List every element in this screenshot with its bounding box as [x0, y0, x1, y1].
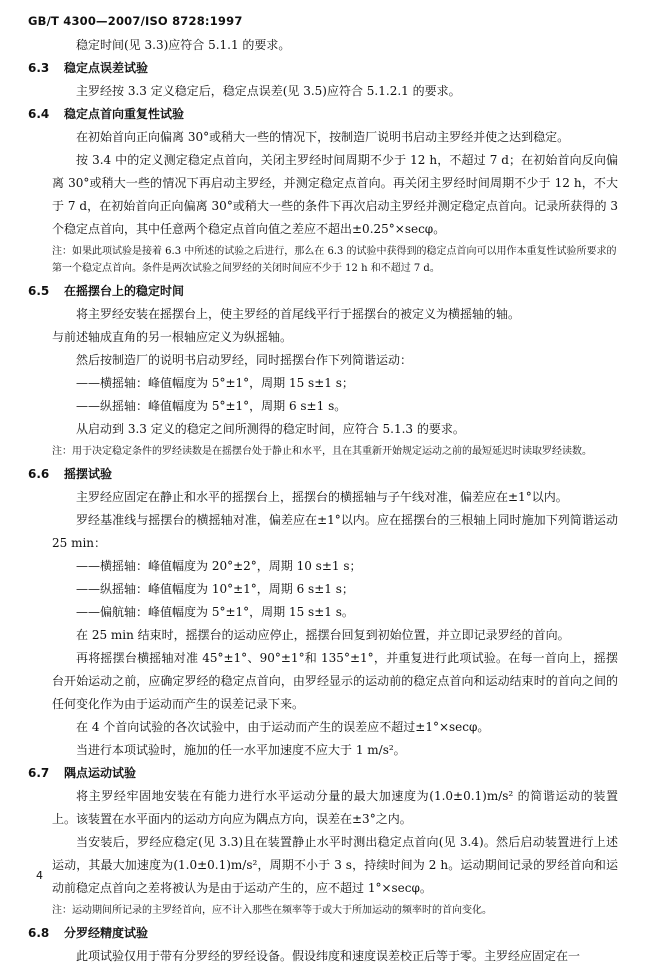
paragraph: 在初始首向正向偏离 30°或稍大一些的情况下，按制造厂说明书启动主罗经并使之达到稳定。	[76, 130, 570, 144]
section-number: 6.4	[28, 107, 50, 121]
section-title: 隅点运动试验	[64, 766, 137, 780]
note-text: 如果此项试验是接着 6.3 中所述的试验之后进行，那么在 6.3 的试验中获得到的稳定点首向可以用作本重复性试验所要求的第一个稳定点首向。条件是两次试验之间罗经的关闭时间应不少于 12 h 和不超过 7 d。	[52, 246, 617, 274]
section-6-6-heading	[28, 463, 618, 486]
section-number: 6.6	[28, 467, 50, 481]
standard-header: GB/T 4300—2007/ISO 8728:1997	[28, 14, 243, 28]
paragraph-top: 稳定时间(见 3.3)应符合 5.1.1 的要求。	[76, 38, 291, 52]
list-item: ——纵摇轴：峰值幅度为 10°±1°，周期 6 s±1 s；	[76, 582, 354, 596]
paragraph: 在 25 min 结束时，摇摆台的运动应停止，摇摆台回复到初始位置，并立即记录罗经的首向。	[76, 628, 570, 642]
list-item: ——偏航轴：峰值幅度为 5°±1°，周期 15 s±1 s。	[76, 605, 354, 619]
note-label: 注：	[52, 446, 72, 457]
note	[52, 902, 618, 919]
paragraph: 主罗经按 3.3 定义稳定后，稳定点误差(见 3.5)应符合 5.1.2.1 的要求。	[76, 84, 461, 98]
paragraph: 从启动到 3.3 定义的稳定之间所测得的稳定时间，应符合 5.1.3 的要求。	[76, 422, 465, 436]
section-title: 在摇摆台上的稳定时间	[64, 284, 185, 298]
page-number: 4	[36, 869, 43, 882]
section-number: 6.7	[28, 766, 50, 780]
paragraph: 与前述轴成直角的另一根轴应定义为纵摇轴。	[52, 330, 293, 344]
paragraph: 主罗经应固定在静止和水平的摇摆台上，摇摆台的横摇轴与子午线对准，偏差应在±1°以内。	[76, 490, 568, 504]
note	[52, 443, 618, 460]
paragraph: 此项试验仅用于带有分罗经的罗经设备。假设纬度和速度误差校正后等于零。主罗经应固定在一	[76, 949, 581, 963]
paragraph: 再将摇摆台横摇轴对准 45°±1°、90°±1°和 135°±1°，并重复进行此项试验。在每一首向上，摇摆台开始运动之前，应确定罗经的稳定点首向，由罗经显示的运动前的稳定点首向和运动结束时的首向之间的任何变化作为由于运动而产生的误差记录下来。	[52, 651, 618, 711]
section-number: 6.3	[28, 61, 50, 75]
section-6-7-heading	[28, 762, 618, 785]
document-body	[28, 34, 618, 968]
section-number: 6.8	[28, 926, 50, 940]
section-title: 分罗经精度试验	[64, 926, 149, 940]
paragraph: 按 3.4 中的定义测定稳定点首向，关闭主罗经时间周期不少于 12 h，不超过 7 d；在初始首向反向偏离 30°或稍大一些的情况下再启动主罗经，并测定稳定点首向。再关闭主罗经时间周期不少于 12 h，不大于 7 d，在初始首向正向偏离 30°或稍大一些的条件下再次启动主罗经并测定稳定点首向。记录所获得的 3 个稳定点首向，其中任意两个稳定点首向值之差应不超出±0.25°×secφ。	[52, 153, 618, 236]
section-title: 摇摆试验	[64, 467, 113, 481]
section-title: 稳定点误差试验	[64, 61, 149, 75]
section-6-5-heading	[28, 280, 618, 303]
list-item: ——纵摇轴：峰值幅度为 5°±1°，周期 6 s±1 s。	[76, 399, 347, 413]
list-item: ——横摇轴：峰值幅度为 20°±2°，周期 10 s±1 s；	[76, 559, 362, 573]
paragraph: 在 4 个首向试验的各次试验中，由于运动而产生的误差应不超过±1°×secφ。	[76, 720, 490, 734]
note	[52, 243, 618, 277]
note-label: 注：	[52, 246, 72, 257]
paragraph: 罗经基准线与摇摆台的横摇轴对准，偏差应在±1°以内。应在摇摆台的三根轴上同时施加下列简谐运动 25 min：	[52, 513, 618, 550]
section-6-8-heading	[28, 922, 618, 945]
section-6-4-heading	[28, 103, 618, 126]
section-title: 稳定点首向重复性试验	[64, 107, 185, 121]
paragraph: 当安装后，罗经应稳定(见 3.3)且在装置静止水平时测出稳定点首向(见 3.4)。然后启动装置进行上述运动，其最大加速度为(1.0±0.1)m/s²，周期不小于 3 s，持续时间为 2 h。运动期间记录的罗经首向和运动前稳定点首向之差将被认为是由于运动产生的，应不超过 1°×secφ。	[52, 835, 618, 895]
section-number: 6.5	[28, 284, 50, 298]
paragraph: 然后按制造厂的说明书启动罗经，同时摇摆台作下列简谐运动：	[76, 353, 413, 367]
paragraph: 当进行本项试验时，施加的任一水平加速度不应大于 1 m/s²。	[76, 743, 406, 757]
section-6-3-heading	[28, 57, 618, 80]
note-text: 运动期间所记录的主罗经首向，应不计入那些在频率等于或大于所加运动的频率时的首向变化。	[72, 905, 492, 916]
paragraph: 将主罗经牢固地安装在有能力进行水平运动分量的最大加速度为(1.0±0.1)m/s² 的简谐运动的装置上。该装置在水平面内的运动方向应为隅点方向，误差在±3°之内。	[52, 789, 618, 826]
list-item: ——横摇轴：峰值幅度为 5°±1°，周期 15 s±1 s；	[76, 376, 354, 390]
note-text: 用于决定稳定条件的罗经读数是在摇摆台处于静止和水平，且在其重新开始规定运动之前的最短延迟时读取罗经读数。	[72, 446, 592, 457]
note-label: 注：	[52, 905, 72, 916]
paragraph: 将主罗经安装在摇摆台上，使主罗经的首尾线平行于摇摆台的被定义为横摇轴的轴。	[76, 307, 521, 321]
